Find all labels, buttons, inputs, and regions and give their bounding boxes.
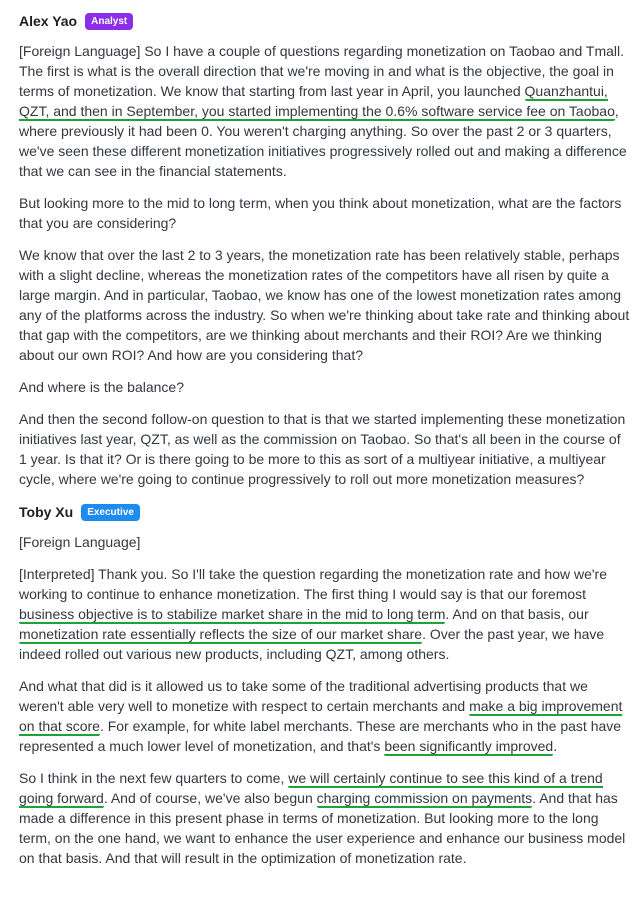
transcript-paragraph (19, 532, 632, 552)
transcript-paragraph (19, 676, 632, 756)
paragraph-text: . For example, for white label merchants. These are merchants who in the past have represented a much lower level of monetization, and that's (19, 718, 622, 754)
paragraph-text: . And on that basis, our (445, 606, 589, 622)
executive-remarks (19, 532, 632, 868)
paragraph-text: . Over the past year, we have indeed rolled out various new products, including QZT, among others. (19, 626, 605, 662)
role-badge: Executive (81, 504, 140, 521)
speaker-header-executive (19, 501, 632, 523)
highlighted-phrase: been significantly improved (384, 738, 554, 754)
paragraph-text: And where is the balance? (19, 379, 184, 395)
paragraph-text: . And that has made a difference in this present phase in terms of monetization. But looking more to the long term, on the one hand, we want to enhance the user experience and enhance our business model on that basis. And that will result in the optimization of monetization rate. (19, 790, 626, 866)
highlighted-phrase: make a big improvement on that score (19, 698, 623, 734)
paragraph-text: And then the second follow-on question to that is that we started implementing these monetization initiatives last year, QZT, as well as the commission on Taobao. So that's all been in the course of 1 year. Is that it? Or is there going to be more to this as sort of a multiyear initiative, a multiyear cycle, where we're going to continue progressively to roll out more monetization measures? (19, 411, 626, 487)
highlighted-phrase: we will certainly continue to see this kind of a trend going forward (19, 770, 603, 806)
role-badge: Analyst (85, 13, 133, 30)
paragraph-text: So I think in the next few quarters to come, (19, 770, 289, 786)
paragraph-text: We know that over the last 2 to 3 years, the monetization rate has been relatively stable, perhaps with a slight decline, whereas the monetization rates of the competitors have all risen by quite a large margin. And in particular, Taobao, we know has one of the lowest monetization rates among any of the platforms across the industry. So when we're thinking about take rate and thinking about that gap with the competitors, are we thinking about merchants and their ROI? Are we thinking about our own ROI? And how are you considering that? (19, 247, 630, 363)
paragraph-text: . (553, 738, 558, 754)
transcript-paragraph (19, 245, 632, 365)
highlighted-phrase: monetization rate essentially reflects the size of our market share (19, 626, 423, 642)
paragraph-text: [Interpreted] Thank you. So I'll take the question regarding the monetization rate and how we're working to continue to enhance monetization. The first thing I would say is that our foremost (19, 566, 607, 602)
transcript-paragraph (19, 41, 632, 181)
transcript-paragraph (19, 377, 632, 397)
paragraph-text: , where previously it had been 0. You weren't charging anything. So over the past 2 or 3 quarters, we've seen these different monetization initiatives progressively rolled out and making a difference that we can see in the financial statements. (19, 103, 627, 179)
analyst-remarks (19, 41, 632, 489)
transcript-paragraph (19, 193, 632, 233)
transcript-paragraph (19, 768, 632, 868)
speaker-header-analyst (19, 10, 632, 32)
highlighted-phrase: business objective is to stabilize market share in the mid to long term (19, 606, 446, 622)
highlighted-phrase: Quanzhantui, QZT, and then in September, you started implementing the 0.6% software service fee on Taobao (19, 83, 615, 119)
transcript-paragraph (19, 409, 632, 489)
speaker-name: Alex Yao (19, 13, 78, 29)
paragraph-text: [Foreign Language] So I have a couple of questions regarding monetization on Taobao and Tmall. The first is what is the overall direction that we're moving in and what is the objective, the goal in terms of monetization. We know that starting from last year in April, you launched (19, 43, 625, 99)
paragraph-text: But looking more to the mid to long term, when you think about monetization, what are the factors that you are considering? (19, 195, 622, 231)
highlighted-phrase: charging commission on payments (316, 790, 533, 806)
transcript-paragraph (19, 564, 632, 664)
paragraph-text: And what that did is it allowed us to take some of the traditional advertising products that we weren't able very well to monetize with respect to certain merchants and (19, 678, 588, 714)
paragraph-text: . And of course, we've also begun (103, 790, 317, 806)
speaker-name: Toby Xu (19, 504, 74, 520)
paragraph-text: [Foreign Language] (19, 534, 141, 550)
